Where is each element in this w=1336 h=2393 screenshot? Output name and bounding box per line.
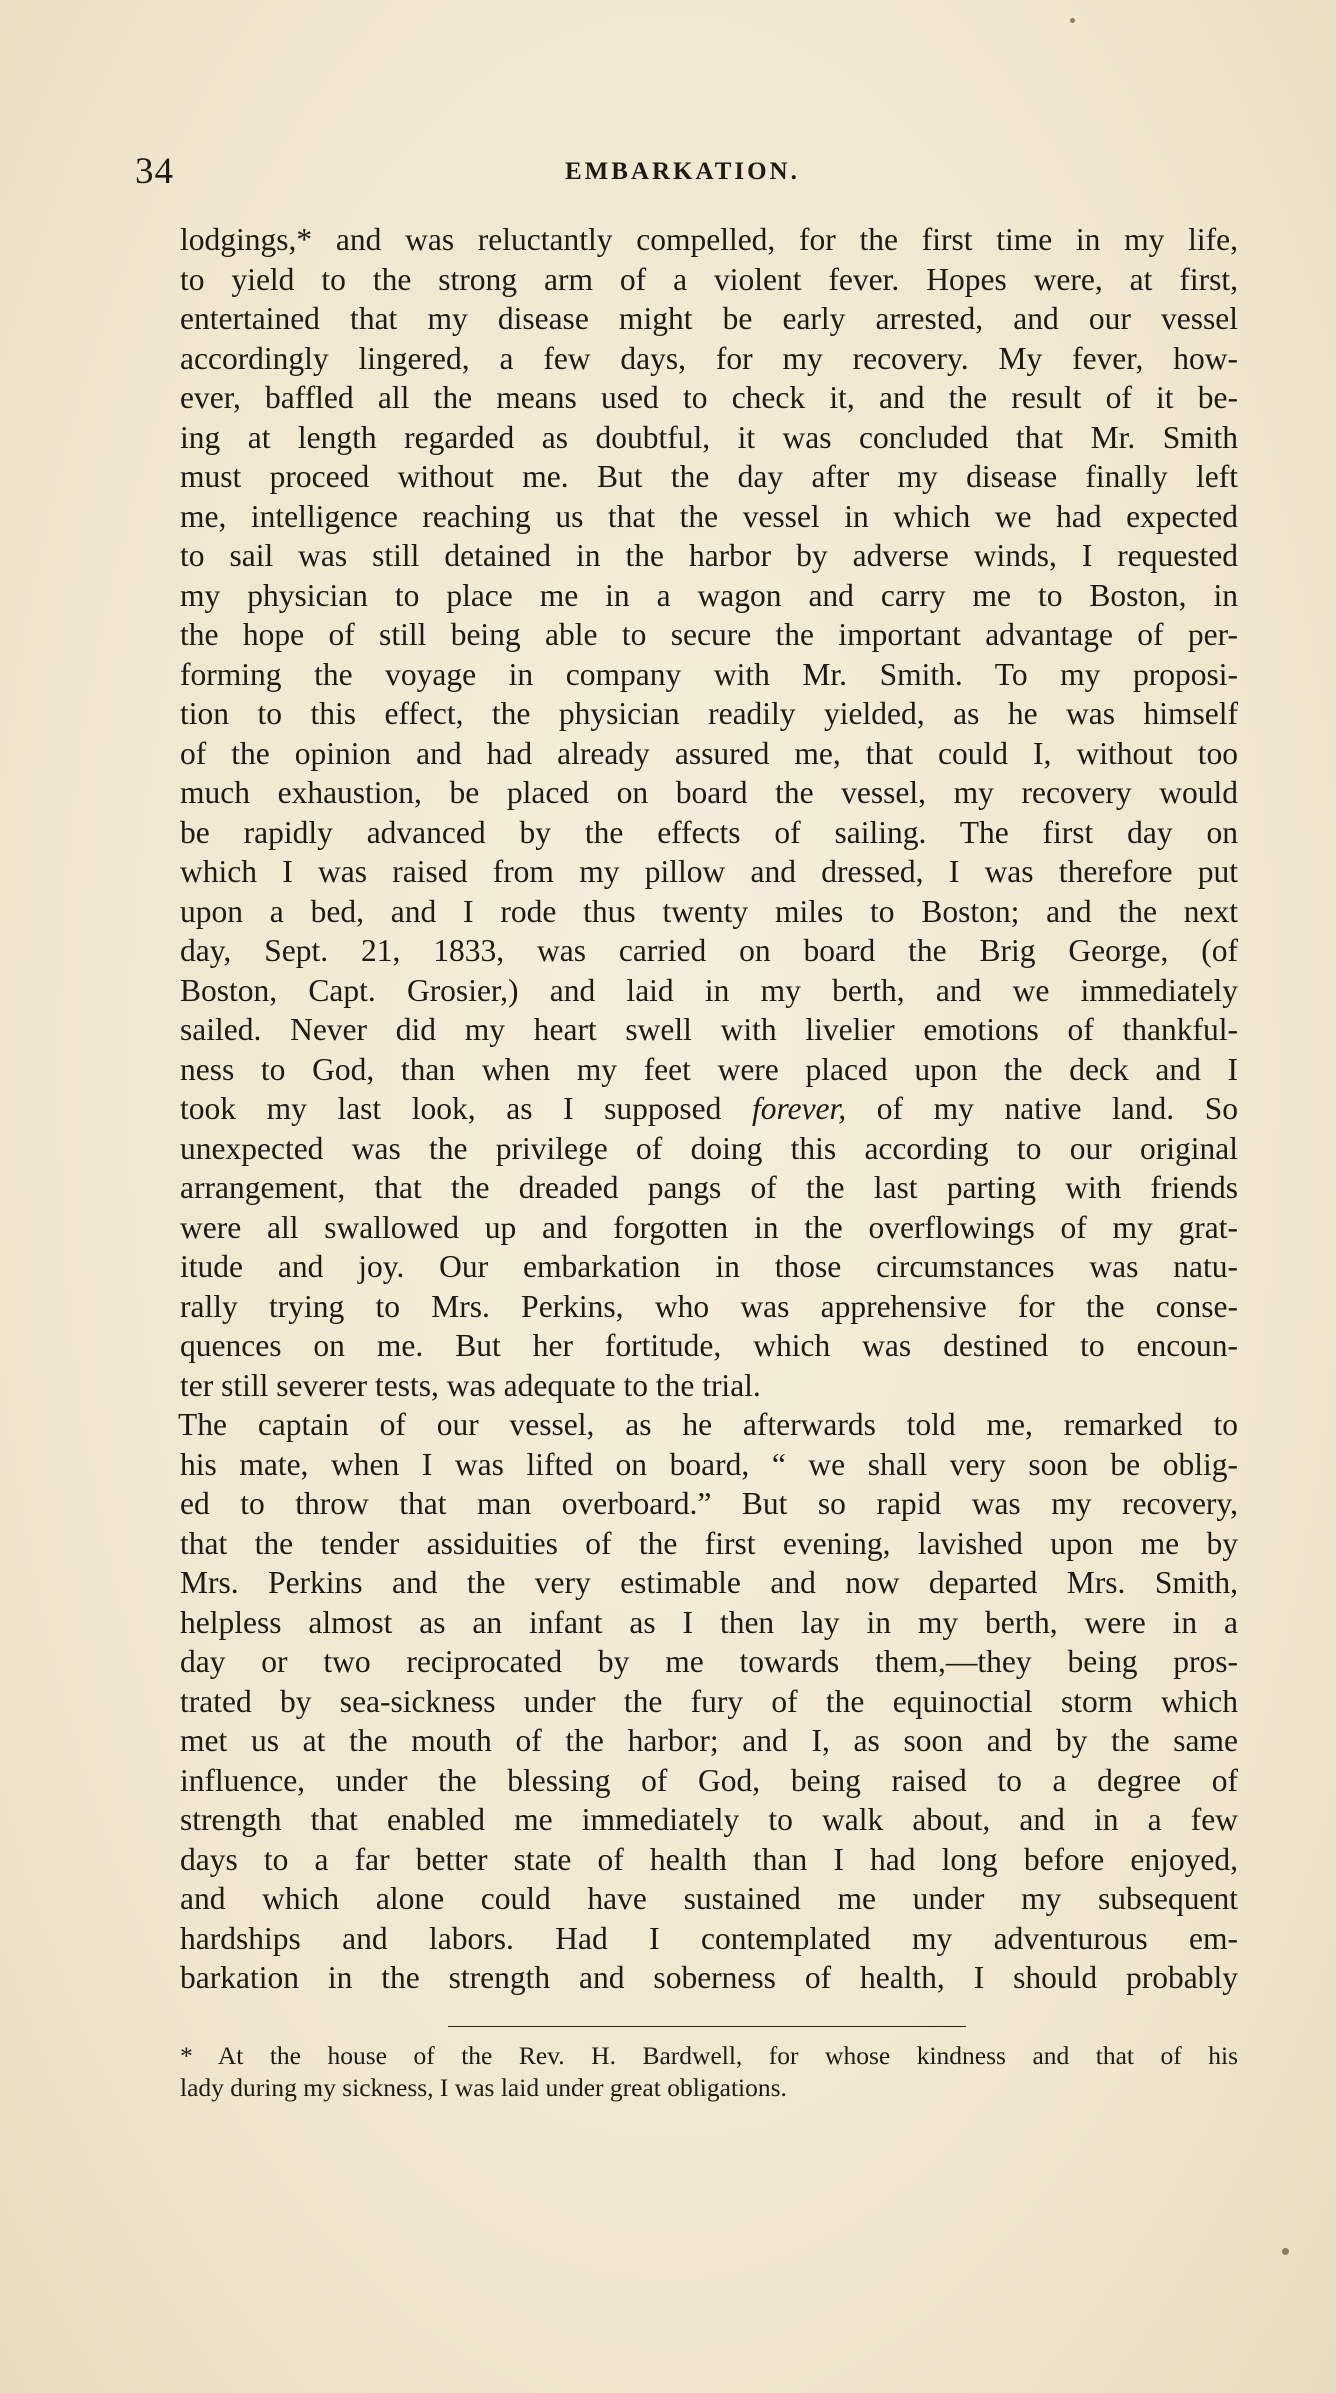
text-line: the hope of still being able to secure the important advantage of per- — [180, 617, 1238, 652]
text-line: be rapidly advanced by the effects of sailing. The first day on — [180, 814, 1238, 850]
text-line: Boston, Capt. Grosier,) and laid in my berth, and we immediately — [180, 972, 1238, 1008]
text-line: ing at length regarded as doubtful, it was concluded that Mr. Smith — [180, 419, 1238, 455]
footnote-line: lady during my sickness, I was laid under great obligations. — [180, 2073, 787, 2102]
text-line: to sail was still detained in the harbor by adverse winds, I requested — [180, 538, 1238, 573]
footnote-rule — [448, 2026, 966, 2027]
text-line: must proceed without me. But the day after my disease finally left — [180, 459, 1238, 494]
text-line: quences on me. But her fortitude, which was destined to encoun- — [180, 1328, 1238, 1363]
italic-word: forever, — [752, 1091, 847, 1126]
text-line: entertained that my disease might be early arrested, and our vessel — [180, 301, 1238, 336]
text-line: influence, under the blessing of God, being raised to a degree of — [180, 1762, 1238, 1798]
text-line: sailed. Never did my heart swell with livelier emotions of thankful- — [180, 1012, 1238, 1047]
text-line: ness to God, than when my feet were placed upon the deck and I — [180, 1051, 1238, 1087]
text-line: and which alone could have sustained me under my subsequent — [180, 1881, 1238, 1916]
text-line: helpless almost as an infant as I then lay in my berth, were in a — [180, 1604, 1238, 1640]
text-line: Mrs. Perkins and the very estimable and now departed Mrs. Smith, — [180, 1565, 1238, 1600]
text-line: to yield to the strong arm of a violent fever. Hopes were, at first, — [180, 261, 1238, 297]
text-line: met us at the mouth of the harbor; and I, as soon and by the same — [180, 1723, 1238, 1758]
footnote-line: * At the house of the Rev. H. Bardwell, for whose kindness and that of his — [180, 2041, 1238, 2070]
text-segment: of my native land. So — [876, 1091, 1238, 1126]
text-line: trated by sea-sickness under the fury of the equinoctial storm which — [180, 1683, 1238, 1719]
text-line: upon a bed, and I rode thus twenty miles to Boston; and the next — [180, 893, 1238, 929]
running-head — [135, 150, 1235, 200]
text-line: unexpected was the privilege of doing this according to our original — [180, 1130, 1238, 1166]
text-line: my physician to place me in a wagon and carry me to Boston, in — [180, 577, 1238, 613]
text-line-paragraph-end: ter still severer tests, was adequate to the trial. — [180, 1367, 761, 1403]
text-line: day, Sept. 21, 1833, was carried on board the Brig George, (of — [180, 933, 1238, 968]
text-line: days to a far better state of health than I had long before enjoyed, — [180, 1841, 1238, 1877]
text-line: day or two reciprocated by me towards them,—they being pros- — [180, 1644, 1238, 1679]
text-line: accordingly lingered, a few days, for my recovery. My fever, how- — [180, 340, 1238, 376]
text-line: barkation in the strength and soberness of health, I should probably — [180, 1960, 1238, 1995]
text-segment: The captain of our vessel, as he afterwards told me, remarked to — [178, 1407, 1238, 1442]
text-segment: took my last look, as I supposed — [180, 1091, 722, 1126]
text-line: forming the voyage in company with Mr. Smith. To my proposi- — [180, 656, 1238, 692]
text-line: much exhaustion, be placed on board the vessel, my recovery would — [180, 775, 1238, 810]
footnote — [180, 2040, 1238, 2104]
paper-speck — [1070, 18, 1075, 23]
paper-speck — [1282, 2248, 1289, 2255]
text-line: ed to throw that man overboard.” But so rapid was my recovery, — [180, 1486, 1238, 1521]
text-line: were all swallowed up and forgotten in the overflowings of my grat- — [180, 1209, 1238, 1245]
text-line: itude and joy. Our embarkation in those circumstances was natu- — [180, 1249, 1238, 1284]
text-line: his mate, when I was lifted on board, “ we shall very soon be oblig- — [180, 1446, 1238, 1482]
page-number: 34 — [135, 151, 174, 192]
text-line: of the opinion and had already assured me, that could I, without too — [180, 735, 1238, 771]
text-line: strength that enabled me immediately to walk about, and in a few — [180, 1802, 1238, 1837]
text-line-paragraph-start — [180, 1405, 1238, 1445]
text-line: me, intelligence reaching us that the vessel in which we had expected — [180, 498, 1238, 534]
text-line: that the tender assiduities of the first evening, lavished upon me by — [180, 1525, 1238, 1561]
text-line: which I was raised from my pillow and dressed, I was therefore put — [180, 854, 1238, 889]
text-line: hardships and labors. Had I contemplated my adventurous em- — [180, 1920, 1238, 1956]
body-text — [180, 220, 1238, 1998]
text-line: lodgings,* and was reluctantly compelled, for the first time in my life, — [180, 222, 1238, 257]
running-title: EMBARKATION. — [565, 158, 800, 185]
text-line: ever, baffled all the means used to check it, and the result of it be- — [180, 380, 1238, 415]
text-line: tion to this effect, the physician readily yielded, as he was himself — [180, 696, 1238, 731]
text-line: rally trying to Mrs. Perkins, who was apprehensive for the conse- — [180, 1288, 1238, 1324]
text-line-with-italic — [180, 1089, 1238, 1129]
text-line: arrangement, that the dreaded pangs of the last parting with friends — [180, 1170, 1238, 1205]
